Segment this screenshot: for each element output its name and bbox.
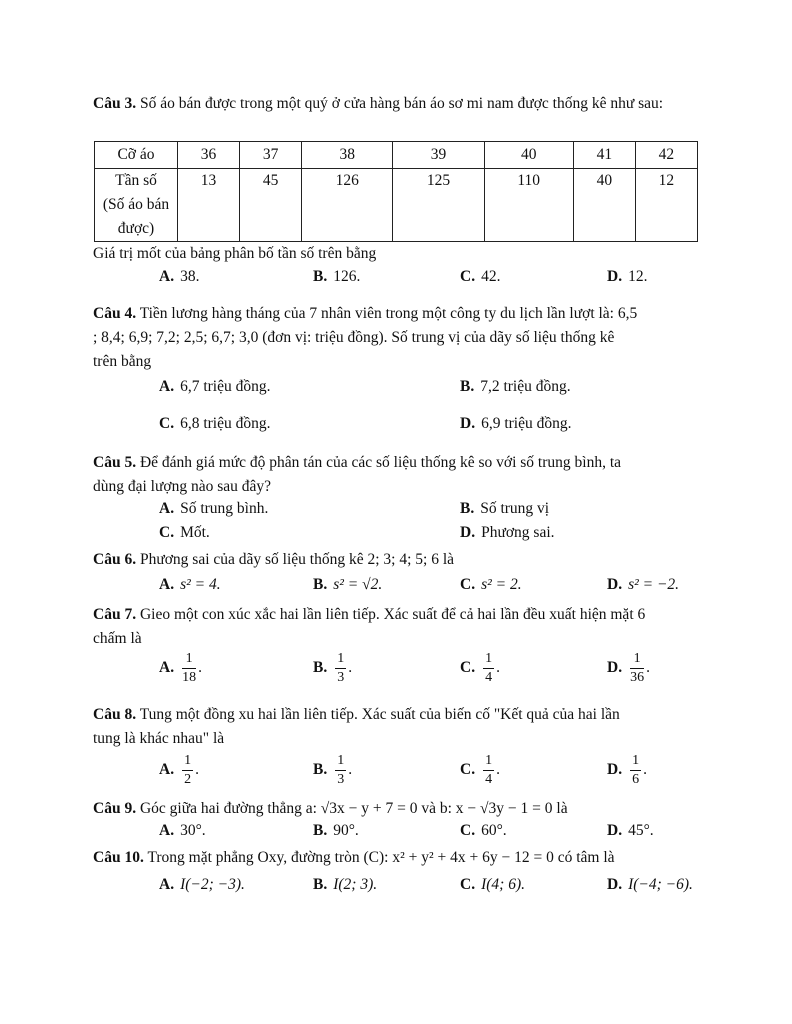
question-4-label: Câu 4. <box>93 305 137 322</box>
table-row <box>95 169 698 242</box>
fraction: $\frac{1}{36}$ <box>630 651 645 685</box>
q8-option-c[interactable]: C. $\frac{1}{4}$ . <box>460 753 500 787</box>
table-cell: 12 <box>635 169 697 242</box>
q5-option-a[interactable]: A. Số trung bình. <box>159 500 269 517</box>
fraction: $\frac{1}{4}$ <box>485 651 493 685</box>
frequency-table <box>94 141 698 242</box>
question-3-label: Câu 3. <box>93 95 137 112</box>
table-cell: 42 <box>635 142 697 169</box>
question-8: Câu 8. Tung một đồng xu hai lần liên tiếp. Xác suất của biến cố "Kết quả của hai lần tung là khác nhau" là <box>93 706 620 747</box>
question-10-label: Câu 10. <box>93 849 144 866</box>
q8-option-a[interactable]: A. $\frac{1}{2}$ . <box>159 753 199 787</box>
question-10: Câu 10. Trong mặt phẳng Oxy, đường tròn (C): x² + y² + 4x + 6y − 12 = 0 có tâm là <box>93 849 615 866</box>
q4-option-b[interactable]: B. 7,2 triệu đồng. <box>460 378 571 395</box>
q10-option-b[interactable]: B. I(2; 3). <box>313 876 378 893</box>
question-4: Câu 4. Tiền lương hàng tháng của 7 nhân viên trong một công ty du lịch lần lượt là: 6,5 ; 8,4; 6,9; 7,2; 2,5; 6,7; 3,0 (đơn vị: triệu đồng). Số trung vị của dãy số liệu thống kê trên bằng <box>93 305 638 370</box>
q5-option-d[interactable]: D. Phương sai. <box>460 524 555 541</box>
q9-option-d[interactable]: D. 45°. <box>607 822 654 839</box>
q4-option-d[interactable]: D. 6,9 triệu đồng. <box>460 415 572 432</box>
q7-option-c[interactable]: C. $\frac{1}{4}$ . <box>460 651 500 685</box>
q4-option-c[interactable]: C. 6,8 triệu đồng. <box>159 415 271 432</box>
q3-option-c[interactable]: C. 42. <box>460 268 501 285</box>
table-header-size: Cỡ áo <box>95 142 178 169</box>
table-cell: 45 <box>240 169 302 242</box>
q5-option-b[interactable]: B. Số trung vị <box>460 500 550 517</box>
table-cell: 125 <box>393 169 484 242</box>
table-cell: 40 <box>484 142 573 169</box>
question-8-label: Câu 8. <box>93 706 137 723</box>
q3-option-d[interactable]: D. 12. <box>607 268 648 285</box>
q6-option-a[interactable]: A. s² = 4. <box>159 576 221 593</box>
fraction: $\frac{1}{3}$ <box>337 753 345 787</box>
question-3 <box>93 92 705 116</box>
q7-option-d[interactable]: D. $\frac{1}{36}$ . <box>607 651 650 685</box>
fraction: $\frac{1}{4}$ <box>485 753 493 787</box>
table-cell: 38 <box>302 142 393 169</box>
q6-option-b[interactable]: B. s² = √2. <box>313 576 383 593</box>
table-cell: 41 <box>573 142 635 169</box>
q9-option-b[interactable]: B. 90°. <box>313 822 359 839</box>
q7-option-b[interactable]: B. $\frac{1}{3}$ . <box>313 651 353 685</box>
question-6-label: Câu 6. <box>93 551 137 568</box>
question-3-prompt: Giá trị mốt của bảng phân bố tần số trên bằng <box>93 245 377 262</box>
q7-option-a[interactable]: A. $\frac{1}{18}$ . <box>159 651 202 685</box>
q10-option-a[interactable]: A. I(−2; −3). <box>159 876 245 893</box>
question-7: Câu 7. Gieo một con xúc xắc hai lần liên tiếp. Xác suất để cả hai lần đều xuất hiện mặt 6 chấm là <box>93 606 646 647</box>
q6-option-c[interactable]: C. s² = 2. <box>460 576 522 593</box>
question-3-text: Số áo bán được trong một quý ở cửa hàng bán áo sơ mi nam được thống kê như sau: <box>139 95 664 112</box>
question-6: Câu 6. Phương sai của dãy số liệu thống kê 2; 3; 4; 5; 6 là <box>93 551 455 568</box>
q8-option-b[interactable]: B. $\frac{1}{3}$ . <box>313 753 353 787</box>
q4-option-a[interactable]: A. 6,7 triệu đồng. <box>159 378 271 395</box>
q9-option-a[interactable]: A. 30°. <box>159 822 206 839</box>
fraction: $\frac{1}{6}$ <box>632 753 640 787</box>
q8-option-d[interactable]: D. $\frac{1}{6}$ . <box>607 753 647 787</box>
question-5: Câu 5. Để đánh giá mức độ phân tán của các số liệu thống kê so với số trung bình, ta dùng đại lượng nào sau đây? <box>93 454 622 495</box>
table-cell: 13 <box>178 169 240 242</box>
question-7-label: Câu 7. <box>93 606 137 623</box>
fraction: $\frac{1}{2}$ <box>184 753 192 787</box>
q10-option-c[interactable]: C. I(4; 6). <box>460 876 525 893</box>
table-cell: 39 <box>393 142 484 169</box>
fraction: $\frac{1}{3}$ <box>337 651 345 685</box>
table-cell: 126 <box>302 169 393 242</box>
table-cell: 36 <box>178 142 240 169</box>
q6-option-d[interactable]: D. s² = −2. <box>607 576 680 593</box>
table-cell: 37 <box>240 142 302 169</box>
q3-option-b[interactable]: B. 126. <box>313 268 361 285</box>
fraction: $\frac{1}{18}$ <box>182 651 197 685</box>
q3-option-a[interactable]: A. 38. <box>159 268 200 285</box>
table-cell: 110 <box>484 169 573 242</box>
table-cell: 40 <box>573 169 635 242</box>
table-header-frequency: Tần số (Số áo bán được) <box>95 169 178 242</box>
question-9-label: Câu 9. <box>93 800 137 817</box>
question-5-label: Câu 5. <box>93 454 137 471</box>
q9-option-c[interactable]: C. 60°. <box>460 822 507 839</box>
question-9: Câu 9. Góc giữa hai đường thẳng a: √3x − y + 7 = 0 và b: x − √3y − 1 = 0 là <box>93 800 568 817</box>
q10-option-d[interactable]: D. I(−4; −6). <box>607 876 693 893</box>
q5-option-c[interactable]: C. Mốt. <box>159 524 210 541</box>
table-row <box>95 142 698 169</box>
